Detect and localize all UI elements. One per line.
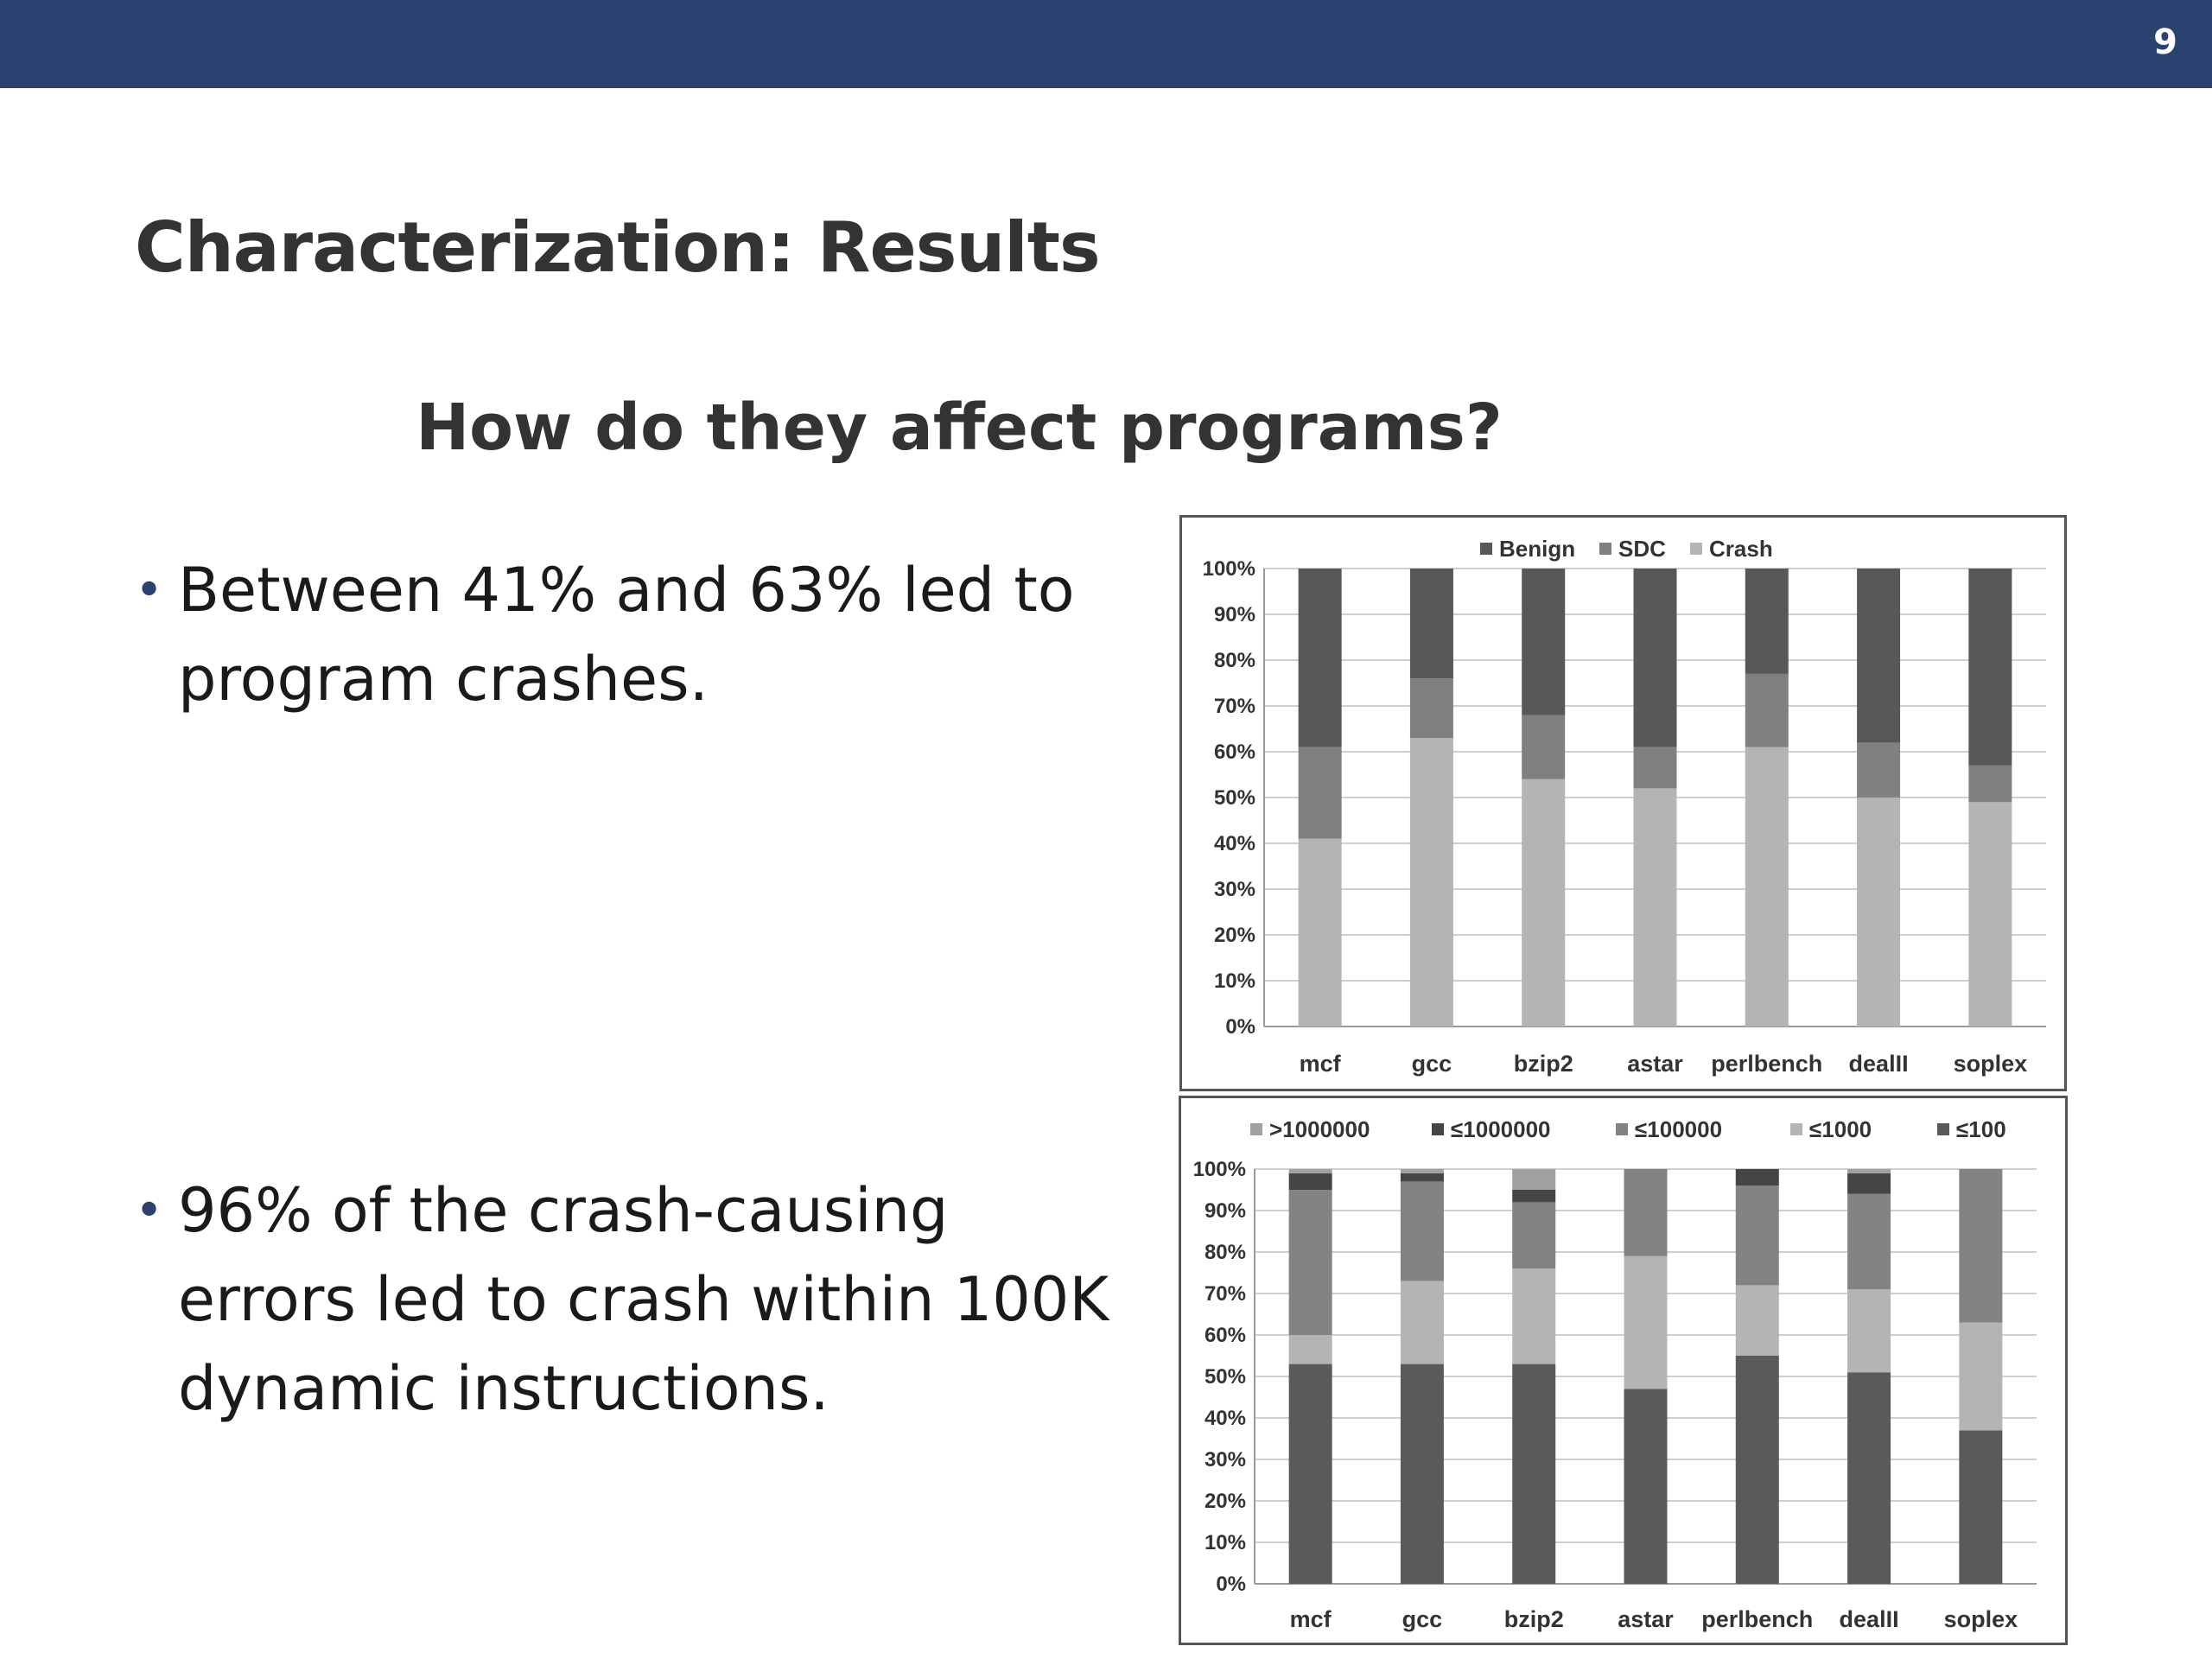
legend-swatch: [1616, 1123, 1628, 1135]
bar-segment-≤1000: [1959, 1323, 2002, 1431]
y-tick-label: 20%: [1204, 1490, 1246, 1513]
bar-segment-≤1000000: [1289, 1173, 1332, 1190]
bar-segment-SDC: [1968, 766, 2012, 802]
bar-segment-SDC: [1745, 674, 1789, 747]
bar-segment-≤1000: [1289, 1335, 1332, 1364]
x-tick-label: soplex: [1943, 1606, 2018, 1632]
bar-segment-Crash: [1634, 788, 1677, 1027]
x-tick-label: mcf: [1289, 1606, 1332, 1632]
outcome-chart-svg: [1182, 518, 2064, 1089]
y-tick-label: 40%: [1213, 832, 1255, 855]
bar-segment-≤100000: [1624, 1169, 1668, 1256]
bullet-item: [135, 1166, 1111, 1433]
bar-segment-Crash: [1522, 779, 1565, 1027]
legend-swatch: [1790, 1123, 1802, 1135]
y-tick-label: 50%: [1204, 1365, 1246, 1389]
y-tick-label: 0%: [1216, 1573, 1246, 1596]
y-tick-label: 10%: [1213, 969, 1255, 993]
header-bar: [0, 0, 2212, 88]
x-tick-label: astar: [1618, 1606, 1674, 1632]
bar-segment-Benign: [1857, 569, 1900, 742]
legend-label: >1000000: [1269, 1116, 1370, 1142]
bar-segment-≤100000: [1959, 1169, 2002, 1323]
bar-segment-Crash: [1745, 747, 1789, 1027]
legend-swatch: [1599, 543, 1611, 555]
bar-segment-SDC: [1522, 715, 1565, 779]
bar-segment-≤100000: [1736, 1185, 1779, 1285]
bar-segment->1000000: [1847, 1169, 1891, 1173]
y-tick-label: 50%: [1213, 786, 1255, 810]
x-tick-label: mcf: [1299, 1051, 1341, 1077]
bar-segment-Benign: [1634, 569, 1677, 747]
bar-segment-Benign: [1745, 569, 1789, 674]
bullet-text: 96% of the crash-causing errors led to crash within 100K dynamic instructions.: [178, 1175, 1109, 1424]
bar-segment-≤100000: [1289, 1190, 1332, 1335]
y-tick-label: 0%: [1225, 1015, 1255, 1039]
bar-segment-≤1000000: [1736, 1169, 1779, 1185]
x-tick-label: perlbench: [1711, 1051, 1823, 1077]
y-tick-label: 90%: [1204, 1199, 1246, 1223]
y-tick-label: 30%: [1204, 1448, 1246, 1471]
bar-segment-Crash: [1299, 839, 1342, 1027]
bar-segment-≤1000: [1847, 1289, 1891, 1372]
bar-segment-≤1000: [1512, 1268, 1555, 1363]
x-tick-label: gcc: [1411, 1051, 1452, 1077]
y-tick-label: 60%: [1204, 1324, 1246, 1347]
bar-segment-≤100: [1847, 1372, 1891, 1584]
y-tick-label: 100%: [1202, 557, 1255, 581]
bar-segment-≤100000: [1512, 1202, 1555, 1268]
x-tick-label: bzip2: [1503, 1606, 1564, 1632]
legend-swatch: [1432, 1123, 1444, 1135]
bar-segment-Crash: [1968, 802, 2012, 1027]
bar-segment-≤100: [1959, 1430, 2002, 1584]
bar-segment-≤1000: [1624, 1256, 1668, 1389]
legend-swatch: [1937, 1123, 1949, 1135]
bar-segment-≤1000000: [1847, 1173, 1891, 1194]
bar-segment->1000000: [1289, 1169, 1332, 1173]
bar-segment->1000000: [1401, 1169, 1444, 1173]
x-tick-label: perlbench: [1701, 1606, 1814, 1632]
legend-label: Benign: [1499, 536, 1576, 562]
y-tick-label: 40%: [1204, 1407, 1246, 1430]
bar-segment-≤100: [1624, 1389, 1668, 1584]
bar-segment-Crash: [1857, 798, 1900, 1027]
bar-segment-Benign: [1299, 569, 1342, 747]
y-tick-label: 60%: [1213, 741, 1255, 764]
bar-segment-SDC: [1857, 742, 1900, 798]
legend-label: ≤100000: [1635, 1116, 1723, 1142]
bar-segment-≤100: [1401, 1364, 1444, 1584]
slide-title: Characterization: Results: [135, 207, 1100, 288]
bar-segment-SDC: [1634, 747, 1677, 789]
legend-swatch: [1250, 1123, 1262, 1135]
y-tick-label: 80%: [1204, 1241, 1246, 1264]
bar-segment-≤1000000: [1401, 1173, 1444, 1182]
legend-label: SDC: [1618, 536, 1666, 562]
y-tick-label: 70%: [1213, 695, 1255, 718]
bar-segment-≤1000000: [1512, 1190, 1555, 1202]
bar-segment-Benign: [1410, 569, 1453, 678]
bar-segment-Benign: [1968, 569, 2012, 766]
bar-segment-Benign: [1522, 569, 1565, 715]
legend-swatch: [1480, 543, 1492, 555]
y-tick-label: 10%: [1204, 1531, 1246, 1554]
y-tick-label: 20%: [1213, 924, 1255, 947]
bar-segment-≤100000: [1847, 1194, 1891, 1289]
bar-segment-≤100: [1736, 1356, 1779, 1584]
x-tick-label: bzip2: [1513, 1051, 1573, 1077]
bar-segment-≤100: [1512, 1364, 1555, 1584]
bar-segment->1000000: [1512, 1169, 1555, 1190]
legend-label: ≤100: [1956, 1116, 2006, 1142]
legend-label: ≤1000000: [1451, 1116, 1551, 1142]
x-tick-label: soplex: [1953, 1051, 2028, 1077]
y-tick-label: 30%: [1213, 878, 1255, 901]
bar-segment-SDC: [1299, 747, 1342, 839]
bar-segment-SDC: [1410, 678, 1453, 738]
crash-latency-chart-svg: [1181, 1098, 2065, 1643]
x-tick-label: gcc: [1402, 1606, 1443, 1632]
page-number: 9: [2153, 22, 2177, 62]
bullet-item: [135, 546, 1111, 724]
bar-segment-≤100000: [1401, 1181, 1444, 1281]
x-tick-label: dealII: [1839, 1606, 1899, 1632]
bar-segment-Crash: [1410, 738, 1453, 1027]
y-tick-label: 100%: [1192, 1158, 1246, 1181]
crash-latency-chart: [1179, 1096, 2068, 1645]
legend-swatch: [1690, 543, 1702, 555]
bar-segment-≤1000: [1401, 1281, 1444, 1364]
bar-segment-≤1000: [1736, 1285, 1779, 1356]
y-tick-label: 90%: [1213, 603, 1255, 626]
legend-label: Crash: [1709, 536, 1773, 562]
outcome-chart: [1179, 515, 2067, 1091]
slide-subtitle: How do they affect programs?: [416, 391, 1503, 465]
y-tick-label: 80%: [1213, 649, 1255, 672]
legend-label: ≤1000: [1809, 1116, 1872, 1142]
x-tick-label: astar: [1627, 1051, 1683, 1077]
bullet-dot-icon: •: [135, 563, 164, 619]
bullet-text: Between 41% and 63% led to program crashes.: [178, 555, 1075, 715]
y-tick-label: 70%: [1204, 1282, 1246, 1306]
bar-segment-≤100: [1289, 1364, 1332, 1584]
x-tick-label: dealII: [1848, 1051, 1909, 1077]
bullet-dot-icon: •: [135, 1183, 164, 1239]
